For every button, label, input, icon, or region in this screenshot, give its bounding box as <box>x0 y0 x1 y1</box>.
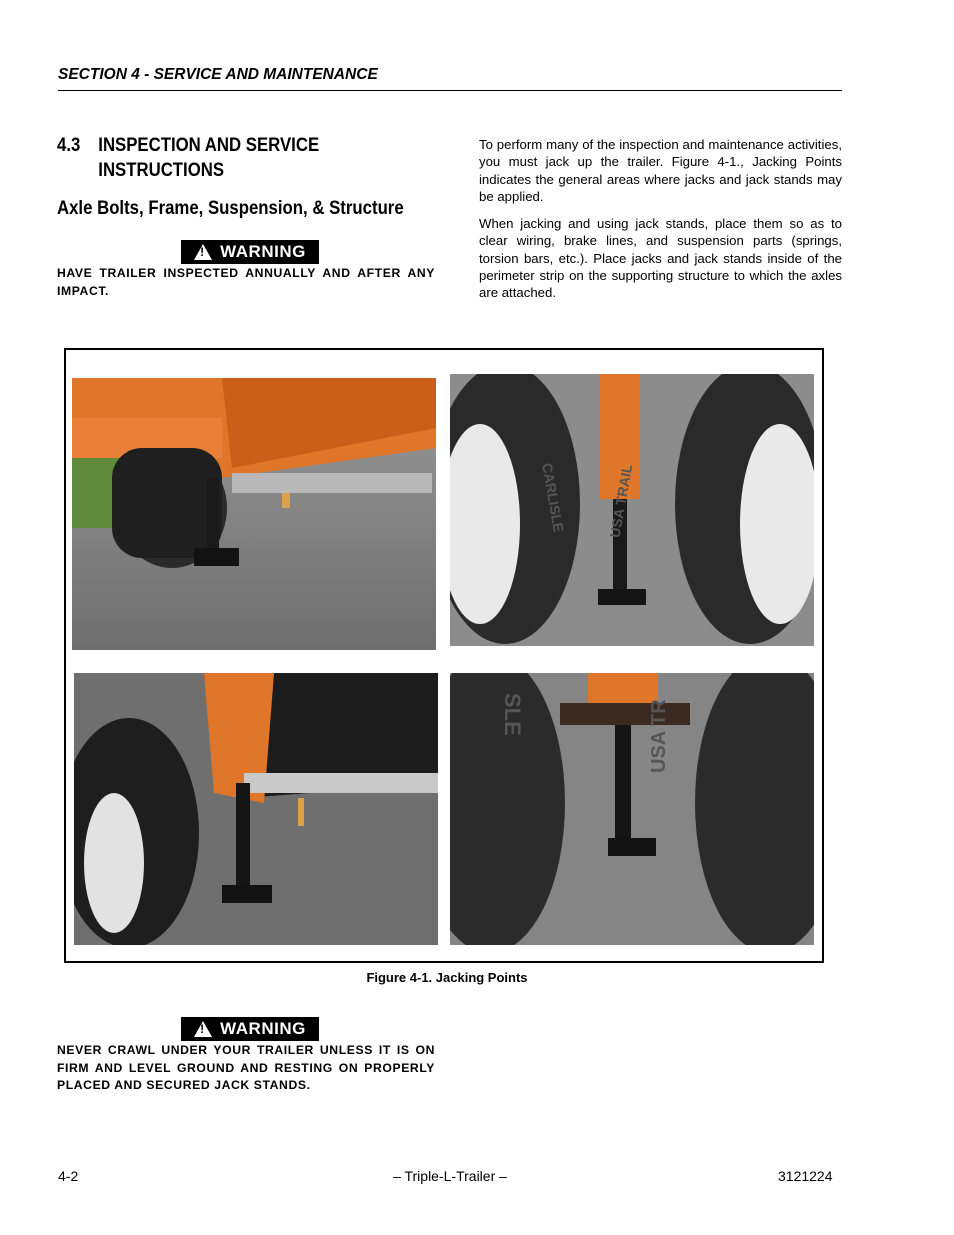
photo-jack-stand-front <box>72 378 436 650</box>
warning-triangle-icon <box>194 1021 212 1037</box>
photo-jack-stand-between-tires <box>450 374 814 646</box>
photo-illustration <box>450 673 814 945</box>
tire-lettering: USA TRAIL <box>606 463 636 539</box>
warning-badge <box>181 1017 319 1041</box>
photo-illustration <box>72 378 436 650</box>
warning-label: WARNING <box>220 1019 306 1038</box>
tire-lettering: CARLISLE <box>539 461 567 534</box>
paragraph: When jacking and using jack stands, place them so as to clear wiring, brake lines, and suspension parts (springs, torsion bars, etc.). Place jacks and jack stands inside of the perimeter strip on the supporting structure to which the axles are attached. <box>479 216 842 301</box>
section-number: 4.3 <box>57 134 81 156</box>
photo-jack-stand-frame <box>74 673 438 945</box>
section-title-line2: INSTRUCTIONS <box>98 159 225 181</box>
photo-illustration <box>74 673 438 945</box>
warning-badge <box>181 240 319 264</box>
footer-doc-number: 3121224 <box>778 1168 833 1184</box>
footer-title: – Triple-L-Trailer – <box>393 1168 507 1184</box>
paragraph: To perform many of the inspection and maintenance activities, you must jack up the trailer. Figure 4-1., Jacking Points indicates the general areas where jacks and jack stands may be applied. <box>479 137 842 204</box>
warning-label: WARNING <box>220 242 306 261</box>
header-section-title: SECTION 4 - SERVICE AND MAINTENANCE <box>58 66 378 83</box>
warning-text: NEVER CRAWL UNDER YOUR TRAILER UNLESS IT IS ON FIRM AND LEVEL GROUND AND RESTING ON PROPERLY PLACED AND SECURED JACK STANDS. <box>57 1043 435 1092</box>
tire-lettering: USA TR <box>648 699 670 773</box>
section-heading <box>57 133 401 183</box>
figure-caption-text: Figure 4-1. Jacking Points <box>366 970 528 985</box>
subheading: Axle Bolts, Frame, Suspension, & Structure <box>57 197 404 219</box>
photo-illustration <box>450 374 814 646</box>
body-text <box>479 136 842 312</box>
page-header <box>58 66 842 91</box>
footer-page-number: 4-2 <box>58 1168 79 1184</box>
warning-triangle-icon <box>194 244 212 260</box>
photo-jack-stand-tandem <box>450 673 814 945</box>
section-title-line1: INSPECTION AND SERVICE <box>98 134 320 156</box>
figure-caption <box>0 970 954 985</box>
warning-text: HAVE TRAILER INSPECTED ANNUALLY AND AFTER ANY IMPACT. <box>57 266 435 298</box>
tire-lettering: SLE <box>500 693 525 736</box>
